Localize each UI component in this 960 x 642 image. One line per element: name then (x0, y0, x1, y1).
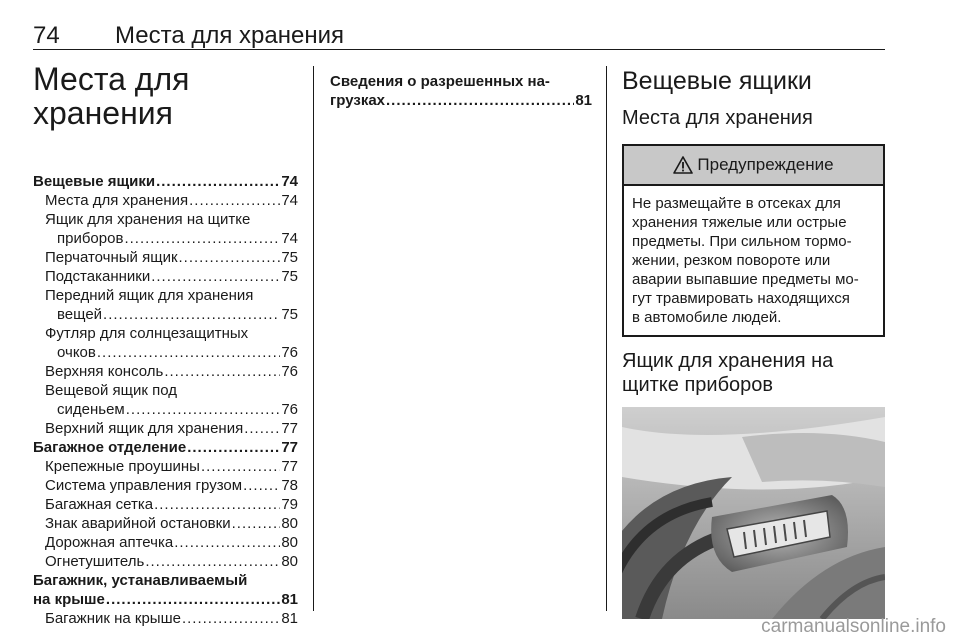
toc-group-loads[interactable] (330, 91, 592, 110)
toc-label: Верхний ящик для хранения (45, 420, 244, 437)
toc-leader (232, 514, 281, 533)
warning-triangle-icon (673, 156, 693, 174)
column-divider (313, 66, 314, 611)
toc-entry-line[interactable]: Ящик для хранения на щитке (45, 211, 251, 228)
toc-continued (330, 72, 592, 110)
watermark: carmanualsonline.info (761, 616, 946, 637)
dashboard-storage-illustration (622, 407, 885, 619)
toc-group-line[interactable]: Багажник, устанавливаемый (33, 572, 248, 589)
toc-page: 81 (281, 591, 298, 608)
toc-page: 76 (281, 401, 298, 418)
toc-leader (386, 91, 574, 110)
toc-entry[interactable] (33, 609, 298, 628)
warning-line: аварии выпавшие предметы мо- (632, 271, 859, 288)
toc-leader (151, 267, 280, 286)
toc-page: 77 (281, 439, 298, 456)
warning-line: гут травмировать находящихся (632, 290, 850, 307)
toc-page: 74 (281, 173, 298, 190)
toc-page: 75 (281, 268, 298, 285)
toc-leader (126, 400, 281, 419)
toc-entry[interactable] (33, 305, 298, 324)
toc-group-line[interactable]: Сведения о разрешенных на- (330, 73, 550, 90)
toc-entry[interactable] (33, 191, 298, 210)
toc-label: на крыше (33, 591, 105, 608)
toc-group-luggage[interactable] (33, 438, 298, 457)
toc-page: 80 (281, 534, 298, 551)
toc-leader (179, 248, 281, 267)
warning-line: в автомобиле людей. (632, 309, 782, 326)
toc-label: грузках (330, 92, 386, 109)
warning-line: Не размещайте в отсеках для (632, 195, 841, 212)
toc-leader (106, 590, 280, 609)
toc-label: Вещевые ящики (33, 173, 156, 190)
heading-dashboard-storage (622, 349, 885, 397)
toc-label: вещей (57, 306, 103, 323)
column-divider (606, 66, 607, 611)
toc-group-storage[interactable] (33, 172, 298, 191)
toc-entry-line[interactable]: Футляр для солнцезащитных (45, 325, 249, 342)
toc-entry[interactable] (33, 552, 298, 571)
toc-group-roof-rack[interactable] (33, 590, 298, 609)
toc-leader (182, 609, 280, 628)
toc-entry[interactable] (33, 267, 298, 286)
toc-label: Багажник на крыше (45, 610, 181, 627)
warning-box (622, 144, 885, 337)
toc-label: Крепежные проушины (45, 458, 200, 475)
toc-label: Перчаточный ящик (45, 249, 178, 266)
toc-label: Места для хранения (45, 192, 189, 209)
toc-page: 80 (281, 515, 298, 532)
toc-page: 75 (281, 249, 298, 266)
toc-leader (243, 476, 280, 495)
warning-line: хранения тяжелые или острые (632, 214, 847, 231)
toc-leader (156, 172, 280, 191)
dashboard-drawing (622, 407, 885, 619)
warning-text (624, 186, 883, 335)
toc-entry[interactable] (33, 419, 298, 438)
toc-page: 81 (575, 92, 592, 109)
toc-entry[interactable] (33, 400, 298, 419)
toc-page: 77 (281, 458, 298, 475)
toc-entry-line[interactable]: Передний ящик для хранения (45, 287, 254, 304)
toc-page: 77 (281, 420, 298, 437)
running-title: Места для хранения (115, 22, 344, 49)
toc-page: 75 (281, 306, 298, 323)
warning-line: предметы. При сильном тормо- (632, 233, 852, 250)
toc-label: Знак аварийной остановки (45, 515, 231, 532)
toc-entry[interactable] (33, 229, 298, 248)
toc-entry[interactable] (33, 533, 298, 552)
toc-entry[interactable] (33, 248, 298, 267)
section-title-line: хранения (33, 95, 173, 131)
toc-page: 76 (281, 363, 298, 380)
content-column (622, 66, 885, 619)
toc-page: 78 (281, 477, 298, 494)
heading-storage-boxes: Вещевые ящики (622, 67, 812, 95)
toc-page: 80 (281, 553, 298, 570)
toc-entry-line[interactable]: Вещевой ящик под (45, 382, 178, 399)
toc-leader (154, 495, 280, 514)
toc-label: Багажная сетка (45, 496, 154, 513)
toc-page: 79 (281, 496, 298, 513)
warning-title: Предупреждение (697, 155, 834, 174)
toc-label: Подстаканники (45, 268, 151, 285)
toc-entry[interactable] (33, 457, 298, 476)
toc-leader (124, 229, 280, 248)
toc-page: 74 (281, 230, 298, 247)
toc-label: Система управления грузом (45, 477, 243, 494)
toc-label: сиденьем (57, 401, 125, 418)
toc-entry[interactable] (33, 362, 298, 381)
table-of-contents (33, 172, 298, 628)
toc-label: очков (57, 344, 96, 361)
toc-leader (164, 362, 280, 381)
toc-label: Верхняя консоль (45, 363, 164, 380)
toc-entry[interactable] (33, 514, 298, 533)
toc-leader (174, 533, 280, 552)
toc-label: Дорожная аптечка (45, 534, 174, 551)
toc-entry[interactable] (33, 343, 298, 362)
toc-leader (189, 191, 280, 210)
header-rule (33, 49, 885, 50)
toc-leader (244, 419, 280, 438)
toc-leader (97, 343, 280, 362)
heading-line: Ящик для хранения на (622, 350, 834, 372)
warning-header (624, 146, 883, 186)
toc-page: 74 (281, 192, 298, 209)
section-title-line: Места для (33, 61, 190, 97)
page-header (33, 18, 885, 52)
toc-label: Огнетушитель (45, 553, 145, 570)
warning-line: жении, резком повороте или (632, 252, 831, 269)
toc-page: 76 (281, 344, 298, 361)
section-title (33, 62, 303, 130)
toc-page: 81 (281, 610, 298, 627)
toc-leader (103, 305, 280, 324)
toc-label: Багажное отделение (33, 439, 187, 456)
toc-entry[interactable] (33, 476, 298, 495)
toc-entry[interactable] (33, 495, 298, 514)
toc-leader (201, 457, 280, 476)
heading-line: щитке приборов (622, 374, 774, 396)
page-number: 74 (33, 22, 60, 49)
toc-label: приборов (57, 230, 124, 247)
toc-leader (145, 552, 280, 571)
heading-storage-places: Места для хранения (622, 107, 813, 129)
toc-leader (187, 438, 280, 457)
